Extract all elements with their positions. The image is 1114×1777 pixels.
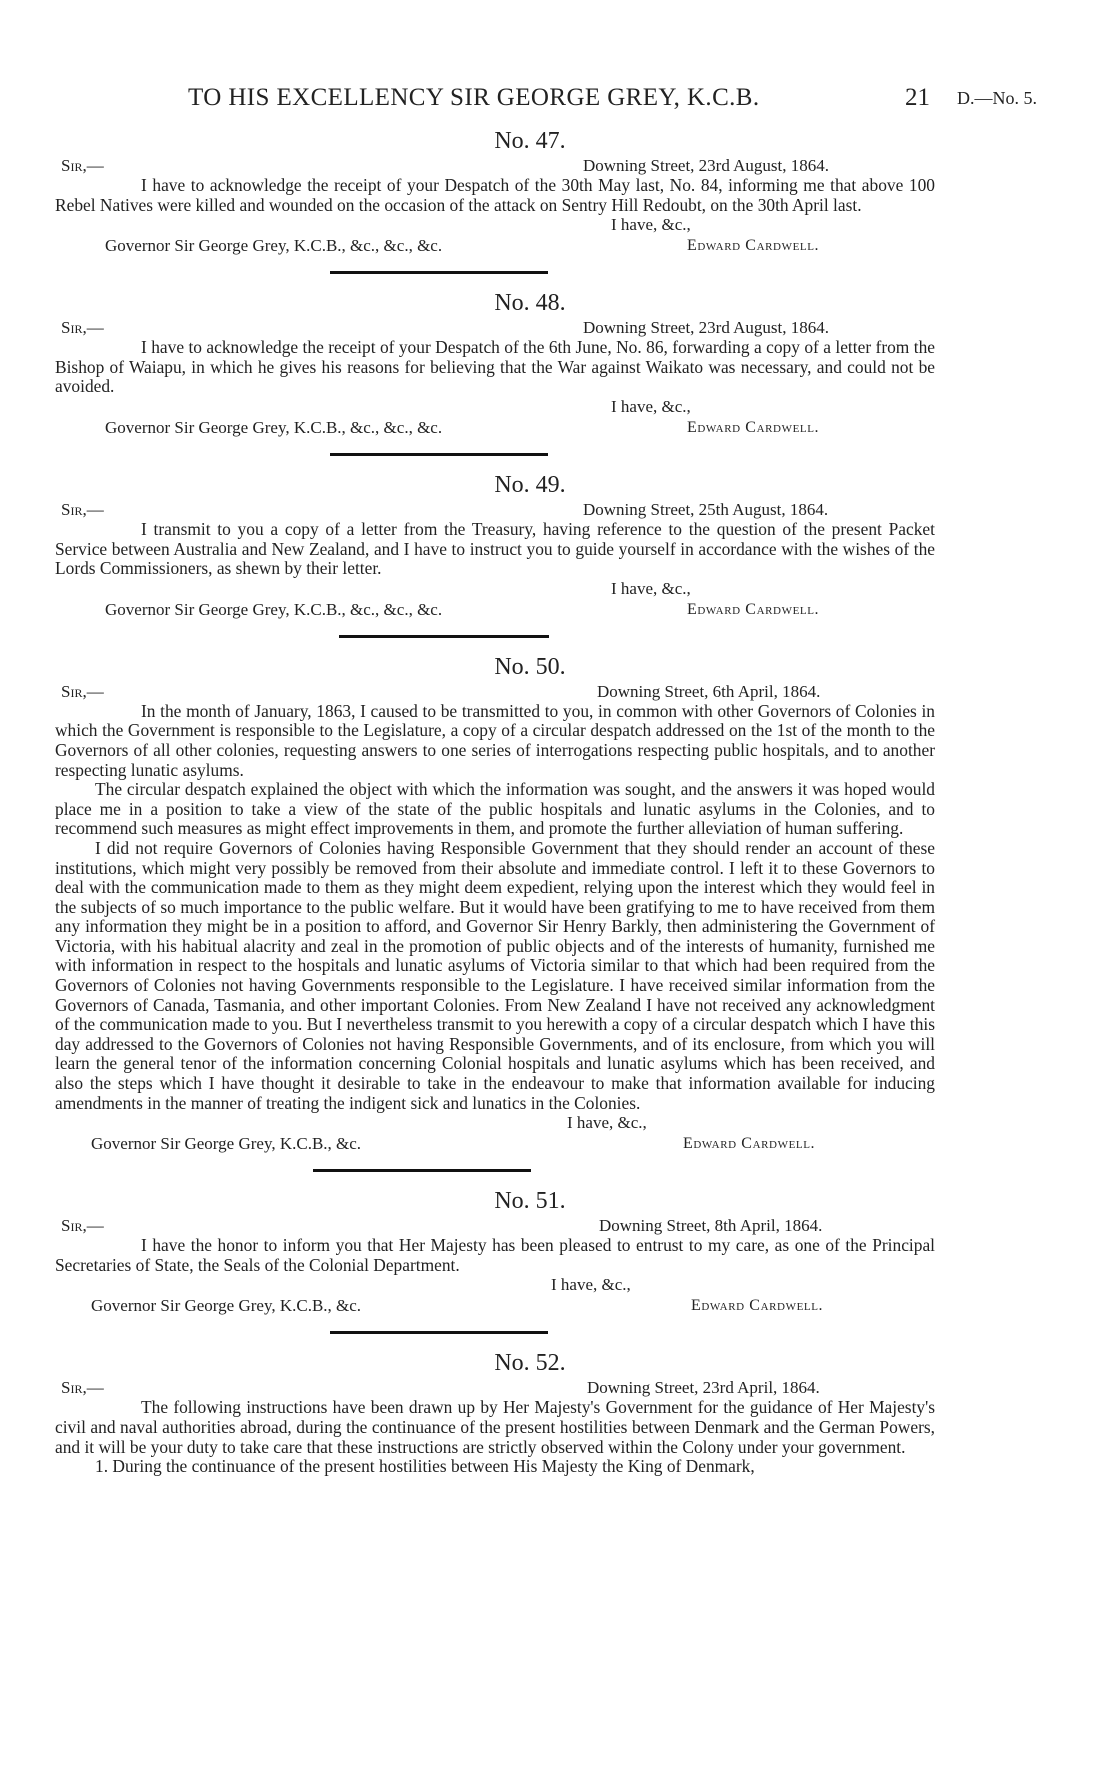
- closing-line: [55, 1113, 935, 1133]
- addressee: Governor Sir George Grey, K.C.B., &c., &c., &c.: [105, 417, 443, 437]
- salutation: Sir,—: [61, 156, 104, 175]
- letter-paragraph: I did not require Governors of Colonies having Responsible Government that they should render an account of these institutions, which might very possibly be removed from their absolute and immediate control. I left it to these Governors to deal with the communication made to them as they might deem expedient, relying upon the interest which they would feel in the subjects of so much importance to the public welfare. But it would have been gratifying to me to have received from them any information they might be in a position to afford, and Governor Sir Henry Barkly, then administering the Government of Victoria, with his habitual alacrity and zeal in the promotion of public objects and of the interests of humanity, furnished me with information in respect to the hospitals and lunatic asylums of Victoria similar to that which had been required from the Governors of Colonies not having Governments responsible to the Legislature. I have received similar information from the Governors of Canada, Tasmania, and other important Colonies. From New Zealand I have not received any acknowledgment of the communication made to you. But I nevertheless transmit to you herewith a copy of a circular despatch which I have this day addressed to the Governors of Colonies not having Responsible Governments, and of its enclosure, from which you will learn the general tenor of the information concerning Colonial hospitals and lunatic asylums which has been received, and also the steps which I have thought it desirable to take in the endeavour to make that information available for inducing amendments in the manner of treating the indigent sick and lunatics in the Colonies.: [55, 837, 935, 1113]
- page-body: [55, 126, 935, 1477]
- salutation-line: [55, 682, 935, 702]
- letter-number: No. 48.: [494, 290, 566, 317]
- section-divider: [313, 1169, 531, 1172]
- letter-51: [55, 1186, 935, 1317]
- salutation-line: [55, 500, 935, 520]
- salutation-line: [55, 1216, 935, 1236]
- signature-line: [55, 235, 935, 257]
- letter-number: No. 50.: [494, 653, 566, 680]
- letter-date: Downing Street, 23rd August, 1864.: [583, 318, 830, 338]
- letter-date: Downing Street, 8th April, 1864.: [599, 1216, 823, 1236]
- closing-line: [55, 215, 935, 235]
- addressee: Governor Sir George Grey, K.C.B., &c.: [91, 1296, 362, 1316]
- letter-paragraph: The following instructions have been drawn up by Her Majesty's Government for the guidance of Her Majesty's civil and naval authorities abroad, during the continuance of the present hostilities between Denmark and the German Powers, and it will be your duty to take care that these instructions are strictly observed within the Colony under your government.: [55, 1397, 935, 1457]
- salutation: Sir,—: [61, 1378, 104, 1398]
- closing: I have, &c.,: [551, 1275, 631, 1295]
- salutation: Sir,—: [61, 318, 104, 338]
- salutation: Sir,—: [61, 681, 104, 701]
- signature-line: [55, 599, 935, 621]
- letter-number: No. 49.: [494, 471, 566, 498]
- salutation: Sir,—: [61, 1216, 104, 1236]
- page-number: 21: [905, 84, 930, 111]
- letter-paragraph: In the month of January, 1863, I caused to be transmitted to you, in common with other Governors of Colonies in which the Government is responsible to the Legislature, a copy of a circular despatch addressed on the 1st of the month to the Governors of all other colonies, requesting answers to one series of interrogations respecting public hospitals, and to another respecting lunatic asylums.: [55, 700, 935, 780]
- letter-50: [55, 652, 935, 1155]
- letter-date: Downing Street, 23rd August, 1864.: [583, 156, 830, 175]
- salutation: Sir,—: [61, 499, 104, 519]
- letter-paragraph: 1. During the continuance of the present hostilities between His Majesty the King of Denmark,: [95, 1456, 755, 1477]
- addressee: Governor Sir George Grey, K.C.B., &c., &c., &c.: [105, 236, 443, 256]
- document-reference: D.—No. 5.: [957, 88, 1037, 108]
- closing: I have, &c.,: [611, 578, 691, 598]
- signature-line: [55, 1133, 935, 1155]
- letter-47: [55, 126, 935, 257]
- letter-49: [55, 470, 935, 621]
- letter-date: Downing Street, 25th August, 1864.: [583, 499, 829, 519]
- letter-date: Downing Street, 23rd April, 1864.: [587, 1378, 820, 1398]
- signature: Edward Cardwell.: [687, 418, 820, 436]
- letter-paragraph: The circular despatch explained the object with which the information was sought, and the answers it was hoped would place me in a position to take a view of the state of the public hospitals and lunatic asylums in the Colonies, and to recommend such measures as might effect improvements in them, and promote the further alleviation of human suffering.: [55, 779, 935, 839]
- letter-number: No. 47.: [494, 128, 566, 154]
- letter-paragraph: I have to acknowledge the receipt of your Despatch of the 30th May last, No. 84, informing me that above 100 Rebel Natives were killed and wounded on the occasion of the attack on Sentry Hill Redoubt, on the 30th April last.: [55, 175, 935, 215]
- letter-number: No. 52.: [494, 1350, 566, 1377]
- signature-line: [55, 1295, 935, 1317]
- running-title: TO HIS EXCELLENCY SIR GEORGE GREY, K.C.B.: [188, 84, 760, 111]
- closing-line: [55, 1275, 935, 1295]
- signature: Edward Cardwell.: [691, 1297, 824, 1315]
- closing-line: [55, 397, 935, 417]
- section-divider: [339, 635, 549, 638]
- section-divider: [330, 271, 548, 274]
- letter-paragraph: I have the honor to inform you that Her Majesty has been pleased to entrust to my care, as one of the Principal Secretaries of State, the Seals of the Colonial Department.: [55, 1235, 935, 1275]
- signature: Edward Cardwell.: [687, 237, 820, 255]
- letter-paragraph: I transmit to you a copy of a letter from the Treasury, having reference to the question of the present Packet Service between Australia and New Zealand, and I have to instruct you to guide yourself in accordance with the wishes of the Lords Commissioners, as shewn by their letter.: [55, 518, 935, 579]
- page-header: [0, 84, 1114, 114]
- addressee: Governor Sir George Grey, K.C.B., &c.: [91, 1134, 362, 1154]
- salutation-line: [55, 156, 935, 176]
- section-divider: [330, 453, 548, 456]
- closing-line: [55, 579, 935, 599]
- letter-52: [55, 1348, 935, 1476]
- signature-line: [55, 417, 935, 439]
- closing: I have, &c.,: [611, 396, 691, 416]
- signature: Edward Cardwell.: [683, 1135, 816, 1153]
- closing: I have, &c.,: [567, 1113, 647, 1133]
- letter-48: [55, 288, 935, 439]
- letter-number: No. 51.: [494, 1188, 566, 1215]
- section-divider: [330, 1331, 548, 1334]
- closing: I have, &c.,: [611, 215, 691, 235]
- addressee: Governor Sir George Grey, K.C.B., &c., &c., &c.: [105, 599, 443, 619]
- salutation-line: [55, 318, 935, 338]
- salutation-line: [55, 1378, 935, 1398]
- letter-paragraph: I have to acknowledge the receipt of your Despatch of the 6th June, No. 86, forwarding a copy of a letter from the Bishop of Waiapu, in which he gives his reasons for believing that the War against Waikato was necessary, and could not be avoided.: [55, 337, 935, 397]
- letter-date: Downing Street, 6th April, 1864.: [597, 681, 821, 701]
- signature: Edward Cardwell.: [687, 600, 820, 618]
